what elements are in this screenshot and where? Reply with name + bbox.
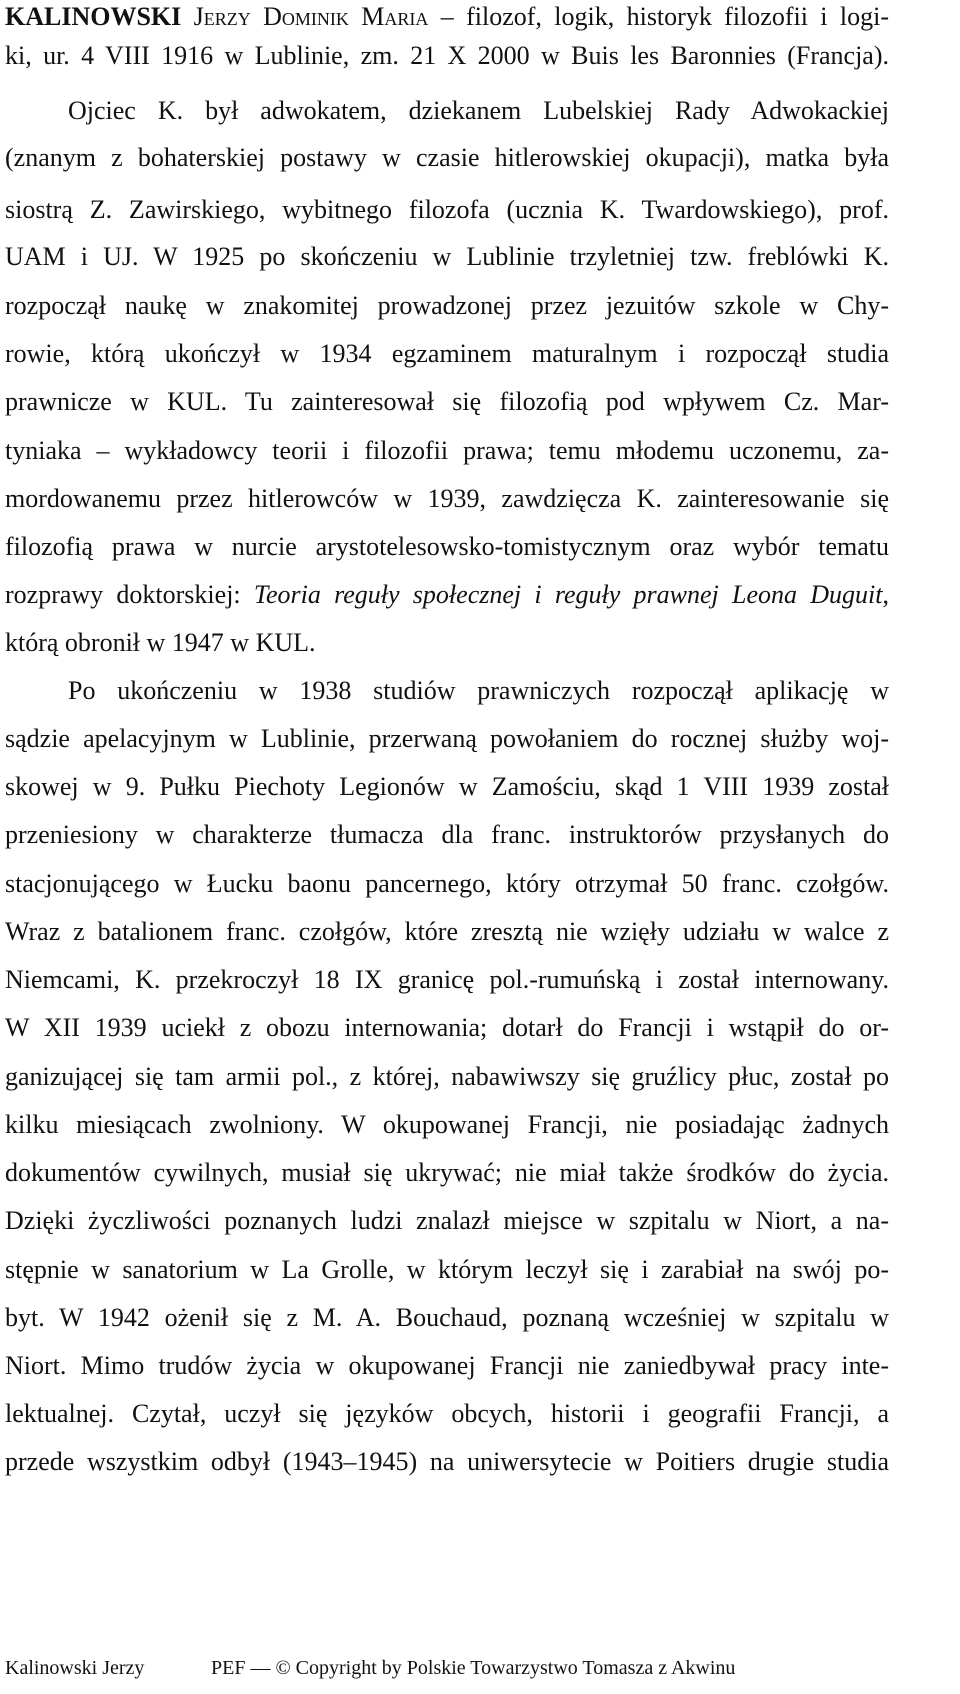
text-line: Wraz z batalionem franc. czołgów, które zresztą nie wzięły udziału w walce z [5, 917, 889, 946]
text-line: ganizującej się tam armii pol., z której, nabawiwszy się gruźlicy płuc, został po [5, 1062, 889, 1091]
text-line: ki, ur. 4 VIII 1916 w Lublinie, zm. 21 X 2000 w Buis les Baronnies (Francja). [5, 41, 889, 70]
text-line: Niemcami, K. przekroczył 18 IX granicę pol.-rumuńską i został internowany. [5, 965, 889, 994]
thesis-line [5, 582, 889, 608]
footer-copyright: PEF — © Copyright by Polskie Towarzystwo Tomasza z Akwinu [211, 1657, 736, 1679]
text-line: mordowanemu przez hitlerowców w 1939, zawdzięcza K. zainteresowanie się [5, 484, 889, 513]
text-line: sądzie apelacyjnym w Lublinie, przerwaną powołaniem do rocznej służby woj- [5, 724, 889, 753]
paragraph-last-line: którą obronił w 1947 w KUL. [5, 628, 316, 657]
text-line: W XII 1939 uciekł z obozu internowania; dotarł do Francji i wstąpił do or- [5, 1013, 889, 1042]
text-line: przeniesiony w charakterze tłumacza dla franc. instruktorów przysłanych do [5, 820, 889, 849]
text-line: rozpoczął naukę w znakomitej prowadzonej przez jezuitów szkole w Chy- [5, 291, 889, 320]
text-line: dokumentów cywilnych, musiał się ukrywać; nie miał także środków do życia. [5, 1158, 889, 1187]
entry-given-names: Jerzy Dominik Maria [193, 2, 429, 31]
entry-lead-definition: – filozof, logik, historyk filozofii i logi- [428, 2, 889, 31]
text-line: siostrą Z. Zawirskiego, wybitnego filozofa (ucznia K. Twardowskiego), prof. [5, 195, 889, 224]
text-line: rowie, którą ukończył w 1934 egzaminem maturalnym i rozpoczął studia [5, 339, 889, 368]
thesis-prefix: rozprawy doktorskiej: [5, 580, 254, 609]
text-line: Dzięki życzliwości poznanych ludzi znalazł miejsce w szpitalu w Niort, a na- [5, 1206, 889, 1235]
entry-surname: KALINOWSKI [5, 2, 182, 31]
text-line: Po ukończeniu w 1938 studiów prawniczych rozpoczął aplikację w [68, 676, 889, 705]
thesis-title: Teoria reguły społecznej i reguły prawnej Leona Duguit [253, 580, 883, 609]
text-line: skowej w 9. Pułku Piechoty Legionów w Zamościu, skąd 1 VIII 1939 został [5, 772, 889, 801]
text-line: przede wszystkim odbył (1943–1945) na uniwersytecie w Poitiers drugie studia [5, 1447, 889, 1476]
text-line: lektualnej. Czytał, uczył się języków obcych, historii i geografii Francji, a [5, 1399, 889, 1428]
text-line: tyniaka – wykładowcy teorii i filozofii prawa; temu młodemu uczonemu, za- [5, 436, 889, 465]
text-line: UAM i UJ. W 1925 po skończeniu w Lublinie trzyletniej tzw. freblówki K. [5, 242, 889, 271]
thesis-suffix: , [882, 580, 889, 609]
entry-heading-line [5, 4, 889, 30]
text-line: byt. W 1942 ożenił się z M. A. Bouchaud, poznaną wcześniej w szpitalu w [5, 1303, 889, 1332]
text-line: kilku miesiącach zwolniony. W okupowanej Francji, nie posiadając żadnych [5, 1110, 889, 1139]
text-line: (znanym z bohaterskiej postawy w czasie hitlerowskiej okupacji), matka była [5, 143, 889, 172]
text-line: filozofią prawa w nurcie arystotelesowsko-tomistycznym oraz wybór tematu [5, 532, 889, 561]
page-footer [5, 1658, 889, 1678]
text-line: stacjonującego w Łucku baonu pancernego, który otrzymał 50 franc. czołgów. [5, 869, 889, 898]
text-line: stępnie w sanatorium w La Grolle, w którym leczył się i zarabiał na swój po- [5, 1255, 889, 1284]
text-line: Ojciec K. był adwokatem, dziekanem Lubelskiej Rady Adwokackiej [68, 96, 889, 125]
text-line: Niort. Mimo trudów życia w okupowanej Francji nie zaniedbywał pracy inte- [5, 1351, 889, 1380]
footer-entry-name: Kalinowski Jerzy [5, 1657, 145, 1679]
text-line: prawnicze w KUL. Tu zainteresował się filozofią pod wpływem Cz. Mar- [5, 387, 889, 416]
